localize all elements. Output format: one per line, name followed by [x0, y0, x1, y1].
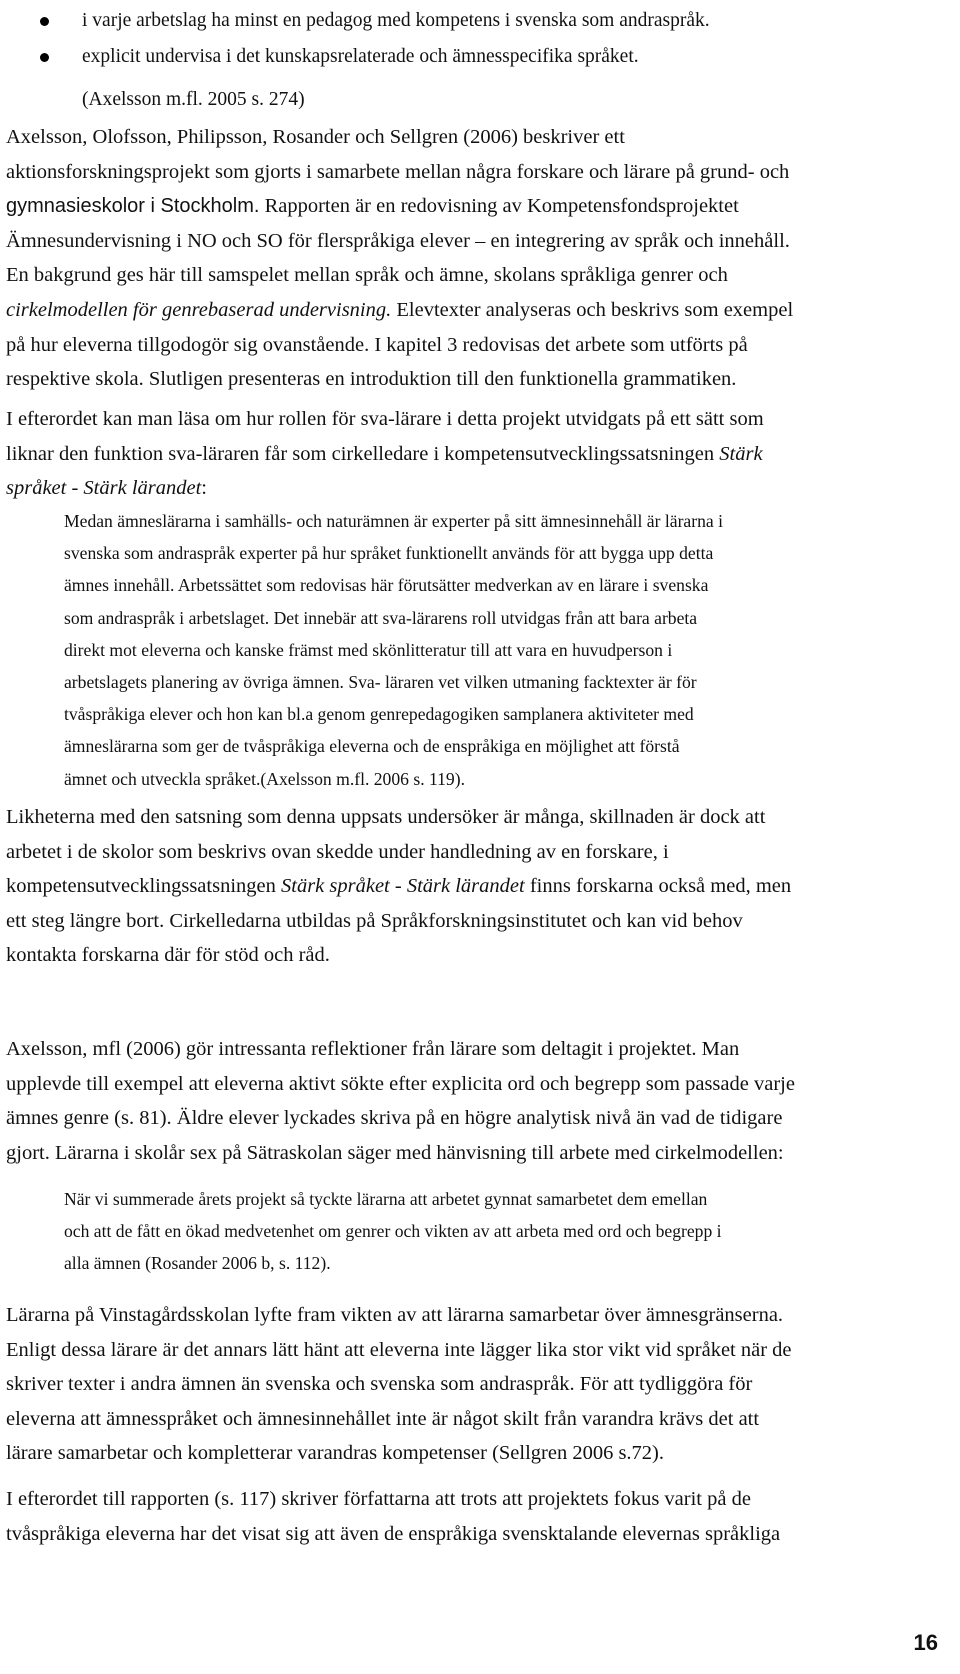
quote-line: ämnet och utveckla språket.(Axelsson m.fl. 2006 s. 119). — [64, 768, 465, 789]
paragraph-3 — [6, 800, 941, 973]
quote-line: direkt mot eleverna och kanske främst med skönlitteratur till att vara en huvudperson i — [64, 639, 673, 660]
quote-line: och att de fått en ökad medvetenhet om genrer och vikten av att arbeta med ord och begrepp i — [64, 1221, 722, 1242]
bullet-text: explicit undervisa i det kunskapsrelaterade och ämnesspecifika språket. — [82, 46, 639, 67]
italic-title: cirkelmodellen för genrebaserad undervisning. — [6, 298, 392, 321]
quote-line: ämnes innehåll. Arbetssättet som redovisas här förutsätter medverkan av en lärare i svenska — [64, 575, 709, 596]
bullet-icon — [40, 53, 49, 62]
italic-title: Stärk — [719, 442, 763, 465]
text-span: Elevtexter analyseras och beskrivs som exempel — [391, 298, 794, 321]
text-line: Likheterna med den satsning som denna uppsats undersöker är många, skillnaden är dock att — [6, 806, 766, 828]
italic-title: språket - Stärk lärandet — [6, 477, 202, 500]
text-line — [6, 189, 941, 224]
bullet-text: i varje arbetslag ha minst en pedagog med kompetens i svenska som andraspråk. — [82, 10, 710, 31]
bullet-icon — [40, 17, 49, 26]
text-line: lärare samarbetar och kompletterar varandras kompetenser (Sellgren 2006 s.72). — [6, 1442, 665, 1465]
quote-line: alla ämnen (Rosander 2006 b, s. 112). — [64, 1253, 331, 1274]
text-line: Axelsson, Olofsson, Philipsson, Rosander och Sellgren (2006) beskriver ett — [6, 126, 625, 148]
italic-title: Stärk språket - Stärk lärandet — [281, 875, 525, 898]
text-line: Enligt dessa lärare är det annars lätt hänt att eleverna inte lägger lika stor vikt vid språket när de — [6, 1338, 792, 1361]
text-line — [6, 869, 941, 904]
text-span: gymnasieskolor i Stockholm. — [6, 195, 260, 218]
text-line: gjort. Lärarna i skolår sex på Sätraskolan säger med hänvisning till arbete med cirkelmodellen: — [6, 1141, 784, 1164]
text-line: på hur eleverna tillgodogör sig ovanstående. I kapitel 3 redovisas det arbete som utförts på — [6, 333, 748, 356]
bullet-reference: (Axelsson m.fl. 2005 s. 274) — [82, 89, 305, 110]
text-span: finns forskarna också med, men — [524, 875, 792, 898]
text-line: eleverna att ämnesspråket och ämnesinnehållet inte är något skilt från varandra krävs det att — [6, 1407, 760, 1430]
text-line — [6, 471, 941, 506]
text-line — [6, 293, 941, 328]
paragraph-6 — [6, 1482, 941, 1551]
text-line: En bakgrund ges här till samspelet mellan språk och ämne, skolans språkliga genrer och — [6, 264, 728, 287]
text-line: tvåspråkiga eleverna har det visat sig att även de enspråkiga svensktalande elevernas språkliga — [6, 1522, 781, 1545]
quote-line: arbetslagets planering av övriga ämnen. Sva- läraren vet vilken utmaning facktexter är för — [64, 672, 697, 693]
text-line: respektive skola. Slutligen presenteras en introduktion till den funktionella grammatiken. — [6, 368, 737, 391]
text-span: : — [201, 477, 207, 500]
text-line: upplevde till exempel att eleverna aktivt sökte efter explicita ord och begrepp som passade varje — [6, 1072, 795, 1095]
block-quote-2 — [64, 1183, 944, 1280]
text-line — [6, 437, 941, 472]
text-line: ett steg längre bort. Cirkelledarna utbildas på Språkforskningsinstitutet och kan vid behov — [6, 909, 743, 932]
quote-line: Medan ämneslärarna i samhälls- och naturämnen är experter på sitt ämnesinnehåll är lärarna i — [64, 511, 723, 531]
text-span: kompetensutvecklingssatsningen — [6, 875, 281, 898]
paragraph-2 — [6, 402, 941, 506]
text-line: I efterordet till rapporten (s. 117) skriver författarna att trots att projektets fokus varit på de — [6, 1488, 751, 1510]
paragraph-1 — [6, 120, 941, 397]
quote-line: svenska som andraspråk experter på hur språket funktionellt används för att bygga upp detta — [64, 543, 714, 564]
quote-line: som andraspråk i arbetslaget. Det innebär att sva-lärarens roll utvidgas från att bara arbeta — [64, 607, 698, 628]
list-item — [30, 38, 950, 76]
list-item — [30, 2, 950, 40]
text-line: Lärarna på Vinstagårdsskolan lyfte fram vikten av att lärarna samarbetar över ämnesgränserna. — [6, 1304, 784, 1326]
quote-line: När vi summerade årets projekt så tyckte lärarna att arbetet gynnat samarbetet dem emellan — [64, 1189, 708, 1209]
paragraph-4 — [6, 1032, 941, 1170]
block-quote-1 — [64, 505, 944, 795]
text-span: liknar den funktion sva-läraren får som cirkelledare i kompetensutvecklingssatsningen — [6, 442, 720, 465]
text-span: Rapporten är en redovisning av Kompetensfondsprojektet — [259, 195, 739, 218]
paragraph-5 — [6, 1298, 941, 1471]
text-line: aktionsforskningsprojekt som gjorts i samarbete mellan några forskare och lärare på grund- och — [6, 160, 790, 183]
quote-line: ämneslärarna som ger de tvåspråkiga eleverna och de enspråkiga en möjlighet att förstå — [64, 736, 680, 757]
text-line: kontakta forskarna där för stöd och råd. — [6, 944, 330, 967]
bullet-list — [30, 0, 950, 76]
quote-line: tvåspråkiga elever och hon kan bl.a genom genrepedagogiken samplanera aktiviteter med — [64, 704, 694, 725]
text-line: Ämnesundervisning i NO och SO för flerspråkiga elever – en integrering av språk och innehåll. — [6, 229, 790, 252]
text-line: ämnes genre (s. 81). Äldre elever lyckades skriva på en högre analytisk nivå än vad de tidigare — [6, 1107, 783, 1130]
text-line: arbetet i de skolor som beskrivs ovan skedde under handledning av en forskare, i — [6, 840, 669, 863]
text-line: Axelsson, mfl (2006) gör intressanta reflektioner från lärare som deltagit i projektet. Man — [6, 1038, 740, 1060]
text-line: skriver texter i andra ämnen än svenska och svenska som andraspråk. För att tydliggöra för — [6, 1373, 753, 1396]
page-number: 16 — [913, 1630, 938, 1655]
text-line: I efterordet kan man läsa om hur rollen för sva-lärare i detta projekt utvidgats på ett sätt som — [6, 408, 764, 430]
